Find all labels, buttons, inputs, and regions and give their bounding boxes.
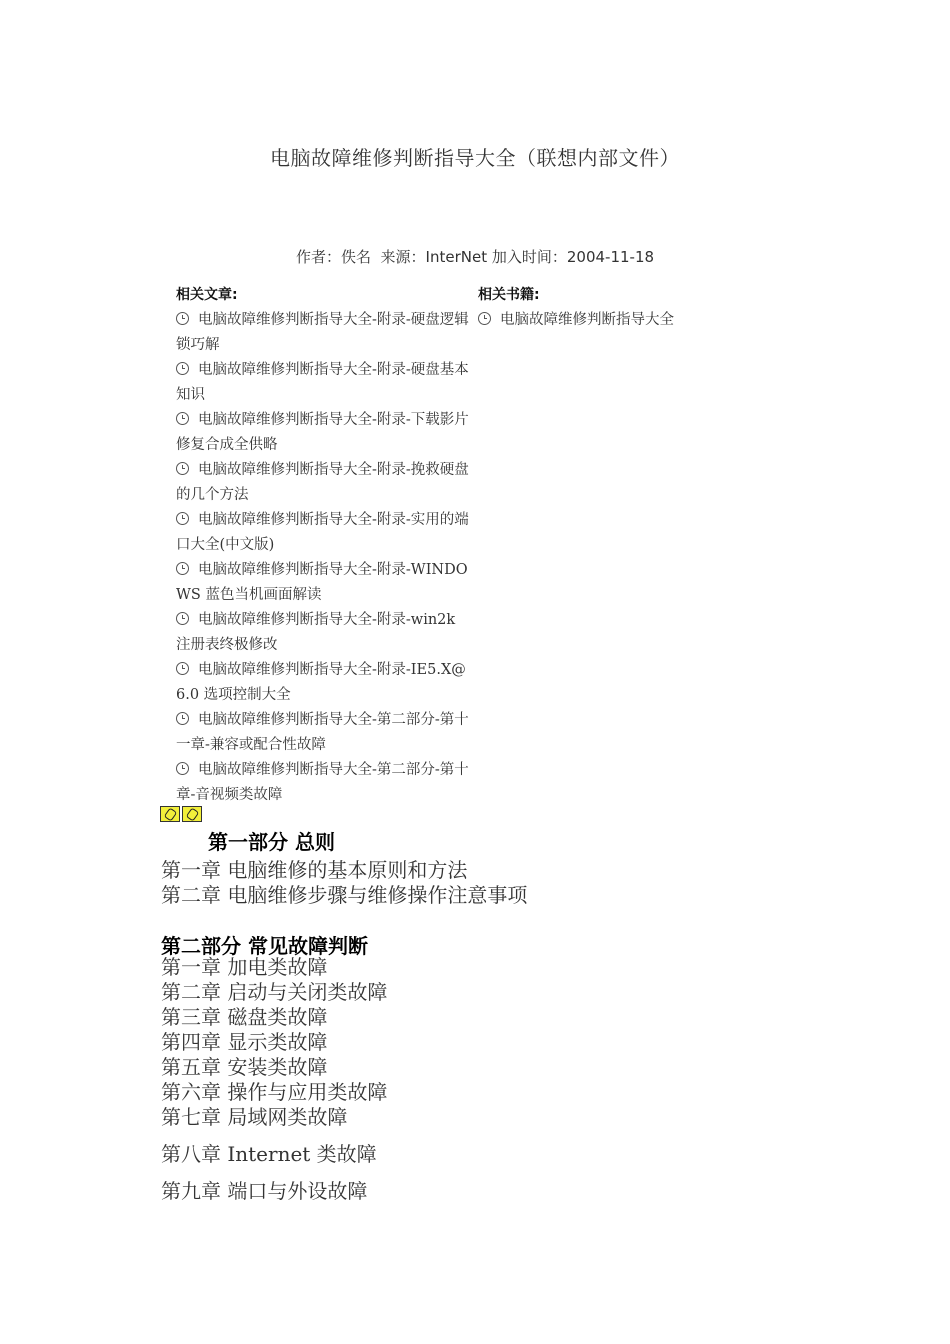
chapter-item: 第五章 安装类故障 [161,1055,328,1079]
clock-icon [176,562,189,575]
related-article-link[interactable]: 电脑故障维修判断指导大全-附录-下载影片修复合成全供略 [176,412,469,453]
related-articles-heading: 相关文章: [176,287,238,303]
chapter-item: 第七章 局域网类故障 [161,1105,348,1129]
clock-icon [176,512,189,525]
related-article-item[interactable] [176,308,472,358]
clock-icon [176,312,189,325]
related-article-link[interactable]: 电脑故障维修判断指导大全-附录-实用的端口大全(中文版) [176,512,469,553]
chapter-item: 第九章 端口与外设故障 [161,1179,368,1203]
chapter-item: 第六章 操作与应用类故障 [161,1080,388,1104]
part1-heading: 第一部分 总则 [208,830,335,854]
clock-icon [176,412,189,425]
related-article-item[interactable] [176,458,472,508]
clock-icon [176,612,189,625]
source-label: 来源： [380,248,426,266]
related-book-link[interactable]: 电脑故障维修判断指导大全 [500,312,674,328]
chapter-item: 第三章 磁盘类故障 [161,1005,328,1029]
link-icon-buttons [160,806,202,822]
related-article-item[interactable] [176,658,472,708]
related-book-item[interactable] [478,308,718,333]
related-article-item[interactable] [176,608,472,658]
related-article-item[interactable] [176,408,472,458]
related-articles-list [176,308,472,808]
related-article-link[interactable]: 电脑故障维修判断指导大全-附录-挽救硬盘的几个方法 [176,462,469,503]
related-article-item[interactable] [176,558,472,608]
clock-icon [176,762,189,775]
related-article-link[interactable]: 电脑故障维修判断指导大全-附录-硬盘逻辑锁巧解 [176,312,469,353]
part1-chapter-list [161,858,527,908]
chapter-item: 第四章 显示类故障 [161,1030,328,1054]
clock-icon [176,662,189,675]
related-article-item[interactable] [176,758,472,808]
related-article-item[interactable] [176,508,472,558]
added-time: 2004-11-18 [566,248,655,266]
author-name: 佚名 [340,248,371,266]
clock-icon [176,462,189,475]
related-article-link[interactable]: 电脑故障维修判断指导大全-附录-IE5.X@6.0 选项控制大全 [176,662,466,703]
related-books-list [478,308,718,333]
related-article-link[interactable]: 电脑故障维修判断指导大全-第二部分-第十一章-兼容或配合性故障 [176,712,469,753]
article-meta [0,246,950,267]
related-article-link[interactable]: 电脑故障维修判断指导大全-附录-WINDOWS 蓝色当机画面解读 [176,562,468,603]
related-articles [176,284,472,808]
chapter-item: 第一章 加电类故障 [161,955,328,979]
clock-icon [176,362,189,375]
chapter-item: 第八章 Internet 类故障 [161,1142,377,1166]
related-books [478,284,718,333]
chapter-item: 第一章 电脑维修的基本原则和方法 [161,858,468,882]
link-icon[interactable] [182,806,202,822]
chapter-item: 第二章 启动与关闭类故障 [161,980,388,1004]
link-icon[interactable] [160,806,180,822]
author-label: 作者： [295,248,341,266]
clock-icon [478,312,491,325]
related-article-link[interactable]: 电脑故障维修判断指导大全-第二部分-第十章-音视频类故障 [176,762,469,803]
part2-chapter-list [161,955,387,1204]
related-article-item[interactable] [176,708,472,758]
clock-icon [176,712,189,725]
related-article-item[interactable] [176,358,472,408]
time-label: 加入时间： [491,248,567,266]
page-title: 电脑故障维修判断指导大全（联想内部文件） [270,146,680,170]
related-books-heading: 相关书籍: [478,287,540,303]
related-article-link[interactable]: 电脑故障维修判断指导大全-附录-硬盘基本知识 [176,362,469,403]
part2-heading: 第二部分 常见故障判断 [161,934,368,958]
chapter-item: 第二章 电脑维修步骤与维修操作注意事项 [161,883,528,907]
related-article-link[interactable]: 电脑故障维修判断指导大全-附录-win2k 注册表终极修改 [176,612,456,653]
source-name: InterNet [425,248,488,266]
